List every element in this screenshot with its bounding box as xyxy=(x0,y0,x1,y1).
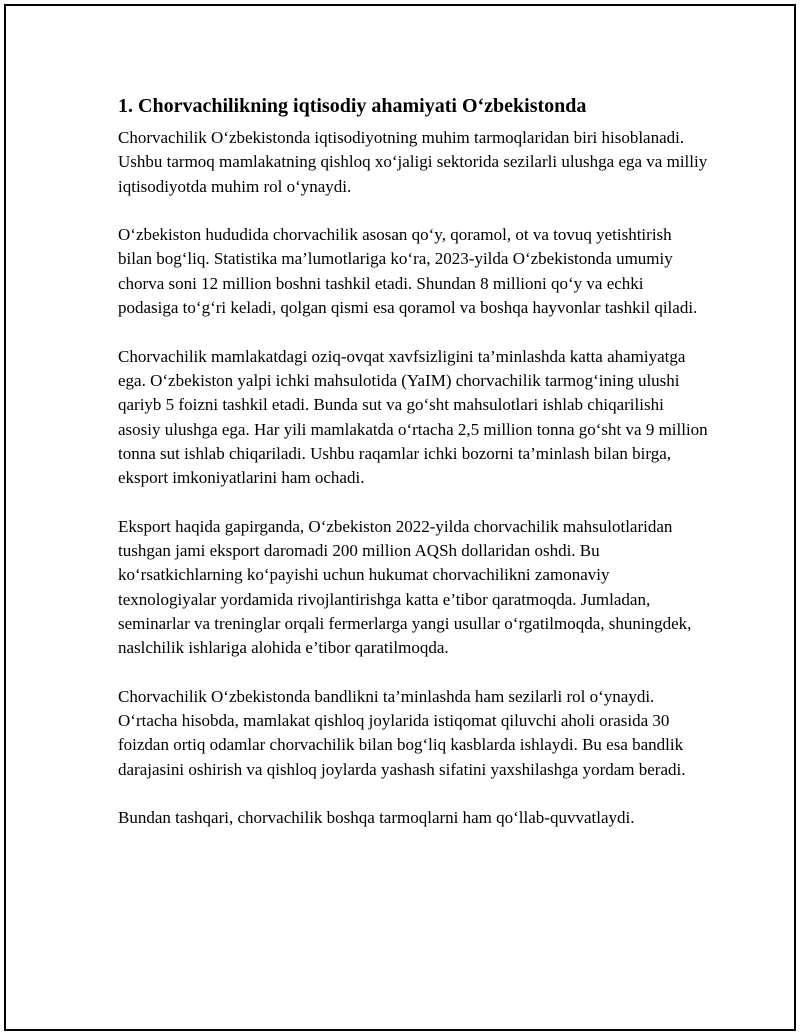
paragraph-4: Eksport haqida gapirganda, O‘zbekiston 2022-yilda chorvachilik mahsulotlaridan tushgan jami eksport daromadi 200 million AQSh dollaridan oshdi. Bu ko‘rsatkichlarning ko‘payishi uchun hukumat chorvachilikni zamonaviy texnologiyalar yordamida rivojlantirishga katta e’tibor qaratmoqda. Jumladan, seminarlar va treninglar orqali fermerlarga yangi usullar o‘rgatilmoqda, shuningdek, naslchilik ishlariga alohida e’tibor qaratilmoqda. xyxy=(118,516,692,658)
paragraph-6: Bundan tashqari, chorvachilik boshqa tarmoqlarni ham qo‘llab-quvvatlaydi. xyxy=(118,808,635,828)
paragraph-2: O‘zbekiston hududida chorvachilik asosan qo‘y, qoramol, ot va tovuq yetishtirish bilan bog‘liq. Statistika ma’lumotlariga ko‘ra, 2023-yilda O‘zbekistonda umumiy chorva soni 12 million boshni tashkil etadi. Shundan 8 millioni qo‘y va echki podasiga to‘g‘ri keladi, qolgan qismi esa qoramol va boshqa hayvonlar tashkil qiladi. xyxy=(118,225,698,318)
section-title: 1. Chorvachilikning iqtisodiy ahamiyati O‘zbekistonda xyxy=(118,95,587,117)
paragraph-3: Chorvachilik mamlakatdagi oziq-ovqat xavfsizligini ta’minlashda katta ahamiyatga ega. O‘zbekiston yalpi ichki mahsulotida (YaIM) chorvachilik tarmog‘ining ulushi qariyb 5 foizni tashkil etadi. Bunda sut va go‘sht mahsulotlari ishlab chiqarilishi asosiy ulushga ega. Har yili mamlakatda o‘rtacha 2,5 million tonna go‘sht va 9 million tonna sut ishlab chiqariladi. Ushbu raqamlar ichki bozorni ta’minlash bilan birga, eksport imkoniyatlarini ham ochadi. xyxy=(118,346,708,488)
paragraph-1: Chorvachilik O‘zbekistonda iqtisodiyotning muhim tarmoqlaridan biri hisoblanadi. Ushbu tarmoq mamlakatning qishloq xo‘jaligi sektorida sezilarli ulushga ega va milliy iqtisodiyotda muhim rol o‘ynaydi. xyxy=(118,128,708,196)
document-body xyxy=(118,92,708,831)
paragraph-5: Chorvachilik O‘zbekistonda bandlikni ta’minlashda ham sezilarli rol o‘ynaydi. O‘rtacha hisobda, mamlakat qishloq joylarida istiqomat qiluvchi aholi orasida 30 foizdan ortiq odamlar chorvachilik bilan bog‘liq kasblarda ishlaydi. Bu esa bandlik darajasini oshirish va qishloq joylarda yashash sifatini yaxshilashga yordam beradi. xyxy=(118,686,686,779)
